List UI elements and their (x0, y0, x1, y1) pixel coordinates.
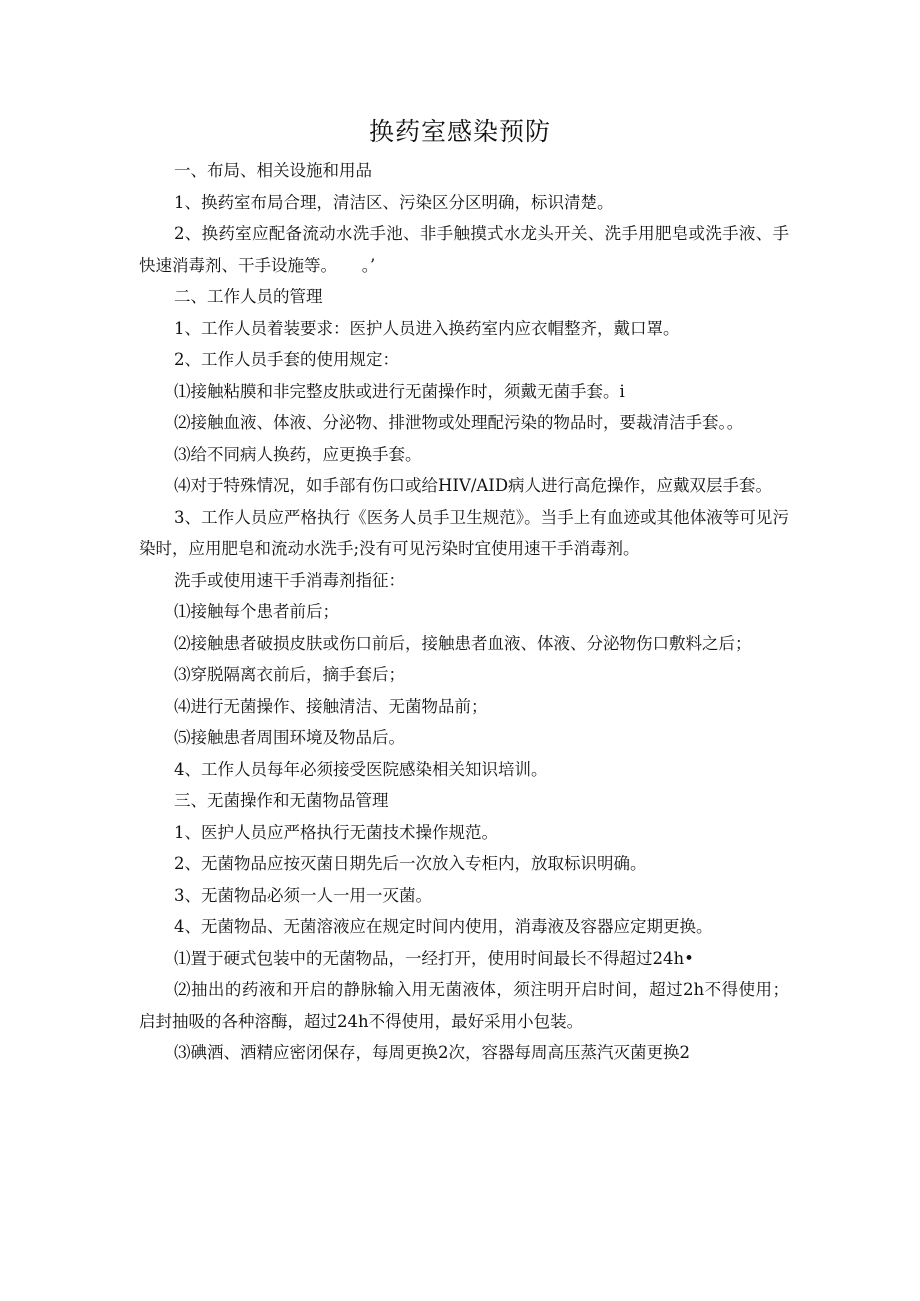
paragraph: 3、无菌物品必须一人一用一灭菌。 (174, 885, 432, 905)
paragraph: 1、医护人员应严格执行无菌技术操作规范。 (174, 822, 498, 842)
page-title: 换药室感染预防 (368, 117, 551, 146)
list-item: ⑴置于硬式包装中的无菌物品，一经打开，使用时间最长不得超过24h• (174, 948, 694, 968)
paragraph: 2、换药室应配备流动水洗手池、非手触摸式水龙头开关、洗手用肥皂或洗手液、手快速消毒剂、干手设施等。 。’ (139, 224, 789, 275)
list-item: ⑵抽出的药液和开启的静脉输入用无菌液体，须注明开启时间，超过2h不得使用；启封抽吸的各种溶酶，超过24h不得使用，最好采用小包装。 (139, 980, 789, 1031)
list-item: ⑴接触粘膜和非完整皮肤或进行无菌操作时，须戴无菌手套。i (174, 381, 625, 401)
paragraph: 1、换药室布局合理，清洁区、污染区分区明确，标识清楚。 (174, 192, 614, 212)
list-item: ⑷进行无菌操作、接触清洁、无菌物品前； (174, 696, 488, 716)
paragraph: 1、工作人员着装要求：医护人员进入换药室内应衣帽整齐，戴口罩。 (174, 318, 680, 338)
list-item: ⑵接触患者破损皮肤或伤口前后，接触患者血液、体液、分泌物伤口敷料之后； (174, 633, 752, 653)
document-body (139, 155, 789, 1069)
section-heading: 一、布局、相关设施和用品 (174, 161, 372, 180)
paragraph: 2、无菌物品应按灭菌日期先后一次放入专柜内，放取标识明确。 (174, 854, 647, 873)
section-heading: 二、工作人员的管理 (174, 287, 323, 306)
section-heading: 三、无菌操作和无菌物品管理 (174, 791, 389, 810)
paragraph: 4、无菌物品、无菌溶液应在规定时间内使用，消毒液及容器应定期更换。 (174, 917, 713, 936)
list-item: ⑶碘酒、酒精应密闭保存，每周更换2次，容器每周高压蒸汽灭菌更换2 (174, 1043, 690, 1062)
list-item: ⑶穿脱隔离衣前后，摘手套后； (174, 665, 405, 684)
list-item: ⑵接触血液、体液、分泌物、排泄物或处理配污染的物品时，要裁清洁手套。。 (174, 413, 744, 432)
list-item: ⑷对于特殊情况，如手部有伤口或给HIV/AID病人进行高危操作，应戴双层手套。 (174, 476, 773, 495)
paragraph: 4、工作人员每年必须接受医院感染相关知识培训。 (174, 759, 548, 779)
list-item: ⑸接触患者周围环境及物品后。 (174, 728, 405, 747)
paragraph: 2、工作人员手套的使用规定： (174, 350, 399, 369)
list-item: ⑴接触每个患者前后； (174, 602, 339, 621)
list-item: ⑶给不同病人换药，应更换手套。 (174, 444, 422, 464)
paragraph: 3、工作人员应严格执行《医务人员手卫生规范》。当手上有血迹或其他体液等可见污染时，应用肥皂和流动水洗手;没有可见污染时宜使用速干手消毒剂。 (139, 507, 789, 558)
paragraph: 洗手或使用速干手消毒剂指征： (174, 570, 405, 590)
